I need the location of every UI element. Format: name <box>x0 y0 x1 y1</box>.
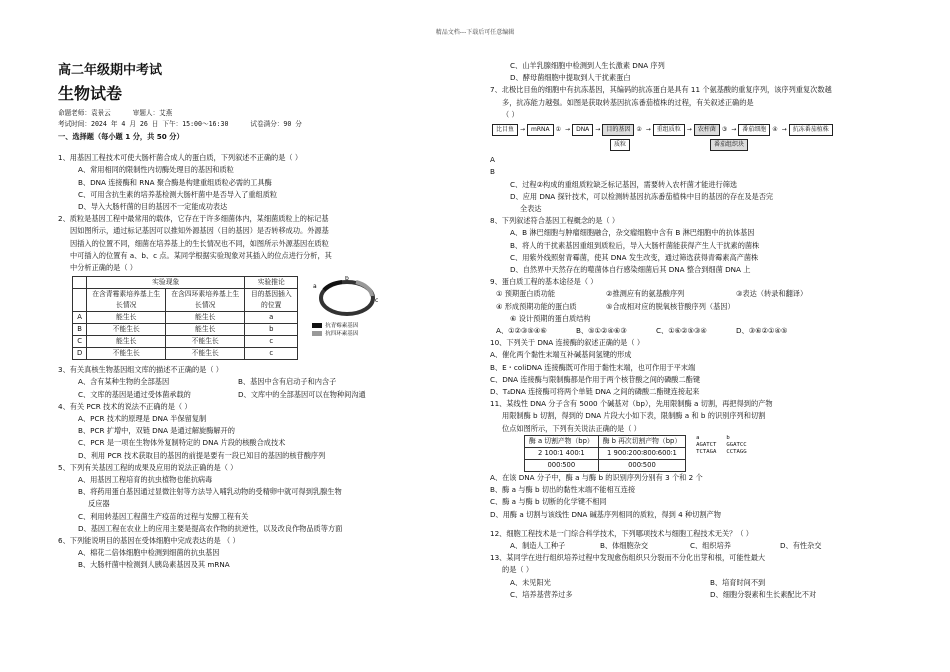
q11-cell: 1 900∶200∶800∶600∶1 <box>598 447 685 459</box>
right-column <box>490 60 910 601</box>
q2-cell: A <box>73 312 87 324</box>
q2-cell: 不能生长 <box>87 324 166 336</box>
exam-subject: 生物试卷 <box>58 84 123 103</box>
q13-line: 13、某同学在进行组织培养过程中发现愈伤组织只分裂而不分化出芽和根，可能性最大 <box>490 553 766 563</box>
enzyme-a-site: a AGATCT TCTAGA <box>696 434 717 455</box>
q10-option: A、催化两个黏性末端互补碱基间氢键的形成 <box>490 350 632 360</box>
q11-line: 用限制酶 b 切割，得到的 DNA 片段大小如下表，限制酶 a 和 b 的识别序列和切割 <box>502 411 766 421</box>
q2-line: 中分析正确的是（ ） <box>70 263 137 273</box>
enzyme-b-site: b GGATCC CCTAGG <box>726 434 747 455</box>
q2-cell: 不能生长 <box>166 348 245 360</box>
exam-title: 高二年级期中考试 <box>58 63 163 78</box>
q8-option: A、B 淋巴细胞与肿瘤细胞融合，杂交瘤细胞中含有 B 淋巴细胞中的抗体基因 <box>510 228 755 238</box>
q7-option-cont: 全表达 <box>520 204 542 214</box>
q9-steps-row: ⑥ 设计预期的蛋白质结构 <box>510 313 591 323</box>
q3-stem: 3、有关真核生物基因组文库的描述不正确的是（ ） <box>58 365 223 375</box>
q11-option: C、酶 a 与酶 b 切断的化学键不相同 <box>490 497 607 507</box>
q13-line: 的是（ ） <box>502 565 534 575</box>
q2-cell: 能生长 <box>166 324 245 336</box>
q2-cell: 不能生长 <box>166 336 245 348</box>
q6-option: C、山羊乳腺细胞中检测到人生长激素 DNA 序列 <box>510 61 665 70</box>
q4-option: B、PCR 扩增中，双链 DNA 是通过解旋酶解开的 <box>78 426 235 436</box>
q1-option: A、常用相同的限制性内切酶处理目的基因和质粒 <box>78 165 234 175</box>
q12-stem: 12、细胞工程技术是一门综合科学技术，下列哪项技术与细胞工程技术无关？（ ） <box>490 528 753 538</box>
q1-option: B、DNA 连接酶和 RNA 聚合酶是构建重组质粒必需的工具酶 <box>78 177 272 187</box>
exam-meta <box>58 108 478 119</box>
q1-option: C、可用含抗生素的培养基检测大肠杆菌中是否导入了重组质粒 <box>78 189 278 199</box>
q2-line: 因如图所示，通过标记基因可以推知外源基因（目的基因）是否转移成功。外源基 <box>70 226 329 236</box>
q7-option: C、过程②构成的重组质粒缺乏标记基因，需要转入农杆菌才能进行筛选 <box>510 179 738 189</box>
q11-figure <box>520 435 910 472</box>
flow-step: 重组质粒 <box>653 124 685 136</box>
q3-options-row: A、含有某种生物的全部基因 B、基因中含有启动子和内含子 <box>78 377 337 387</box>
q4-option: A、PCR 技术的原理是 DNA 半保留复制 <box>78 414 207 424</box>
q7-paren: （ ） <box>502 109 519 119</box>
q2-cell: 能生长 <box>87 336 166 348</box>
q13-options-row: A、未见阳光 B、培育时间不到 <box>510 577 766 587</box>
q7-flowchart-sub <box>610 139 910 151</box>
point-b-label: b <box>345 276 350 283</box>
q10-option: D、T₄DNA 连接酶可将两个单链 DNA 之间的磷酸二酯键连接起来 <box>490 387 700 397</box>
q5-option: A、用基因工程培育的抗虫植物也能抗病毒 <box>78 475 213 485</box>
q2-th <box>73 277 87 289</box>
q2-line: 因插入的位置不同，细菌在培养基上的生长情况也不同，如图所示外源基因在质粒 <box>70 238 329 248</box>
q7-line: 7、北极比目鱼的细胞中有抗冻基因，其编码的抗冻蛋白是具有 11 个氨基酸的重复序列，该序列重复次数越 <box>490 85 832 95</box>
q11-cell: 000∶500 <box>598 459 685 471</box>
q2-cell: B <box>73 324 87 336</box>
q5-option: D、基因工程在农业上的应用主要是提高农作物的抗逆性，以及改良作物品质等方面 <box>78 523 343 533</box>
q8-option: C、用紫外线照射青霉菌，使其 DNA 发生改变，通过筛选获得青霉素高产菌株 <box>510 252 759 262</box>
q4-stem: 4、有关 PCR 技术的说法不正确的是（ ） <box>58 401 192 411</box>
q11-th: 酶 a 切割产物（bp） <box>525 435 599 447</box>
q7-option: D、应用 DNA 探针技术，可以检测转基因抗冻番茄植株中目的基因的存在及是否完 <box>510 191 774 201</box>
q9-options-row: A、①②③⑤④⑥ B、⑤①②④⑥③ C、①⑥②⑤③④ D、③⑥②①④⑤ <box>496 326 788 336</box>
q13-options-row: C、培养基营养过多 D、细胞分裂素和生长素配比不对 <box>510 589 817 599</box>
q6-option: A、棉花二倍体细胞中检测到细菌的抗虫基因 <box>78 548 220 558</box>
flow-step: 目的基因 <box>602 124 634 136</box>
q8-option: D、自然界中天然存在的噬菌体自行感染细菌后其 DNA 整合到细菌 DNA 上 <box>510 265 751 275</box>
q11-cell: 000∶500 <box>525 459 599 471</box>
q10-stem: 10、下列关于 DNA 连接酶的叙述正确的是（ ） <box>490 338 645 348</box>
q2-th: 在含四环素培养基上生长情况 <box>166 289 245 312</box>
q2-cell: C <box>73 336 87 348</box>
exam-meta-2 <box>58 119 478 130</box>
q2-th: 实验推论 <box>245 277 298 289</box>
point-a-label: a <box>313 283 317 291</box>
flow-step: 番茄细胞 <box>738 124 770 136</box>
q2-cell: c <box>245 348 298 360</box>
exam-score: 试卷满分：90 分 <box>250 120 302 128</box>
section-heading: 一、选择题（每小题 1 分，共 50 分） <box>58 132 184 141</box>
q4-option: C、PCR 是一项在生物体外复制特定的 DNA 片段的核酸合成技术 <box>78 438 286 448</box>
q11-line: 位点如图所示，下列有关说法正确的是（ ） <box>502 423 641 433</box>
setter: 命题老师：袁景云 <box>58 109 111 117</box>
q3-options-row: C、文库的基因是通过受体菌承载的 D、文库中的全部基因可以在物种间沟通 <box>78 389 366 399</box>
q2-th: 目的基因插入的位置 <box>245 289 298 312</box>
q2-cell: 能生长 <box>87 312 166 324</box>
reviewer: 审题人：艾燕 <box>132 109 173 117</box>
q5-option: B、将药用蛋白基因通过显微注射等方法导入哺乳动物的受精卵中就可得到乳腺生物 <box>78 487 342 497</box>
q2-cell: 能生长 <box>166 312 245 324</box>
q6-option: D、酵母菌细胞中提取到人干扰素蛋白 <box>510 73 631 83</box>
q4-option: D、利用 PCR 技术获取目的基因的前提是要有一段已知目的基因的核苷酸序列 <box>78 450 326 460</box>
q10-option: C、DNA 连接酶与限制酶都是作用于两个核苷酸之间的磷酸二酯键 <box>490 374 701 384</box>
q2-cell: D <box>73 348 87 360</box>
q12-options-row: A、制造人工种子 B、体细胞杂交 C、组织培养 D、有性杂交 <box>510 540 822 550</box>
q2-cell: 不能生长 <box>87 348 166 360</box>
q2-th: 在含青霉素培养基上生长情况 <box>87 289 166 312</box>
q9-stem: 9、蛋白质工程的基本途径是（ ） <box>490 277 598 287</box>
q2-table <box>72 276 298 360</box>
flow-step: 农杆菌 <box>694 124 720 136</box>
q2-line: 中可插入的位置有 a、b、c 点。某同学根据实验现象对其插入的位点进行分析，其 <box>70 250 332 260</box>
q1-option: D、导入大肠杆菌的目的基因不一定能成功表达 <box>78 202 228 212</box>
q11-option: D、用酶 a 切割与该线性 DNA 碱基序列相同的质粒，得到 4 种切割产物 <box>490 509 721 519</box>
flow-step: mRNA <box>527 124 554 136</box>
left-column <box>58 62 478 572</box>
q5-stem: 5、下列有关基因工程的成果及应用的说法正确的是（ ） <box>58 462 238 472</box>
exam-time: 考试时间：2024 年 4 月 26 日 下午：15:00～16:30 <box>58 120 229 128</box>
q6-option: B、大肠杆菌中检测到人胰岛素基因及其 mRNA <box>78 560 230 570</box>
q7-option-b: B <box>490 167 495 177</box>
q10-option: B、E・coliDNA 连接酶既可作用于黏性末端，也可作用于平末端 <box>490 362 696 372</box>
q11-th: 酶 b 再次切割产物（bp） <box>598 435 685 447</box>
q8-option: B、将人的干扰素基因重组到质粒后，导入大肠杆菌能获得产生人干扰素的菌株 <box>510 240 760 250</box>
q11-option: A、在该 DNA 分子中，酶 a 与酶 b 的识别序列分别有 3 个和 2 个 <box>490 472 703 482</box>
flow-step: 质粒 <box>610 139 630 151</box>
legend-item: 抗四环素基因 <box>312 330 382 338</box>
q5-option-cont: 反应器 <box>88 499 110 509</box>
q9-steps-row: ④ 形成预期功能的蛋白质 ⑤合成相对应的脱氧核苷酸序列（基因） <box>496 301 735 311</box>
q7-line: 多，抗冻能力越强。如图是获取转基因抗冻番茄植株的过程，有关叙述正确的是 <box>502 97 754 107</box>
flow-step: 抗冻番茄植株 <box>789 124 833 136</box>
page-header: 精品文档---下载后可任意编辑 <box>435 29 515 36</box>
q7-flowchart: 比目鱼 → mRNA ① → DNA → 目的基因 ② → 重组质粒 → 农杆菌 ③ → 番茄细胞 ④ → 抗冻番茄植株 <box>492 124 910 136</box>
plasmid-ring <box>312 276 382 318</box>
q7-option-a: A <box>490 155 495 165</box>
q2-figure <box>68 276 478 360</box>
q2-cell: a <box>245 312 298 324</box>
q2-cell: c <box>245 336 298 348</box>
plasmid-diagram <box>312 276 382 338</box>
q11-cell: 2 100∶1 400∶1 <box>525 447 599 459</box>
point-c-label: c <box>375 297 379 305</box>
q2-line: 2、质粒是基因工程中最常用的载体，它存在于许多细菌体内，某细菌质粒上的标记基 <box>58 214 329 224</box>
q9-steps-row: ① 预期蛋白质功能 ②推测应有的氨基酸序列 ③表达（转录和翻译） <box>496 289 808 299</box>
q11-option: B、酶 a 与酶 b 切出的黏性末端不能相互连接 <box>490 485 636 495</box>
q2-cell: b <box>245 324 298 336</box>
q8-stem: 8、下列叙述符合基因工程概念的是（ ） <box>490 216 620 226</box>
q1-stem: 1、用基因工程技术可使大肠杆菌合成人的蛋白质，下列叙述不正确的是（ ） <box>58 153 303 163</box>
flow-step: 番茄组织块 <box>710 139 748 151</box>
flow-step: DNA <box>572 124 593 136</box>
q11-table <box>524 435 686 472</box>
q11-line: 11、某线性 DNA 分子含有 5000 个碱基对（bp），先用限制酶 a 切割，再把得到的产物 <box>490 399 773 409</box>
q6-stem: 6、下列能说明目的基因在受体细胞中完成表达的是 （ ） <box>58 536 240 546</box>
flow-step: 比目鱼 <box>492 124 518 136</box>
q2-th: 实验现象 <box>87 277 245 289</box>
q5-option: C、利用转基因工程菌生产疫苗的过程与发酵工程有关 <box>78 511 249 521</box>
legend-item: 抗青霉素基因 <box>312 322 382 330</box>
